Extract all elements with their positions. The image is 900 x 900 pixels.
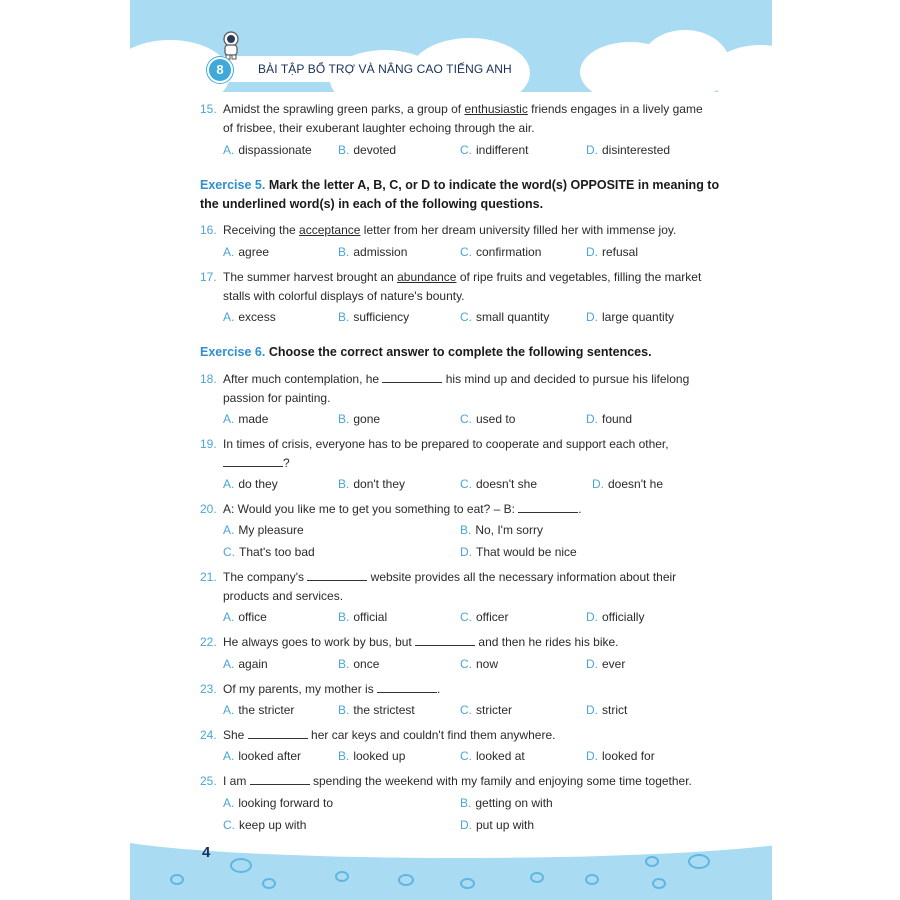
option-a[interactable]: A. again (223, 657, 268, 671)
question-number: 19. (200, 437, 217, 451)
page-header (130, 0, 772, 92)
option-a[interactable]: A. made (223, 412, 269, 426)
question-19-text: In times of crisis, everyone has to be prepared to cooperate and support each other, ? (223, 437, 669, 470)
option-a[interactable]: A. agree (223, 245, 270, 259)
question-22-text: He always goes to work by bus, but and then he rides his bike. (223, 635, 619, 649)
option-c[interactable]: C. That's too bad (223, 545, 315, 559)
option-a[interactable]: A. looking forward to (223, 796, 334, 810)
option-d[interactable]: D. doesn't he (592, 477, 664, 491)
answer-blank (248, 728, 308, 739)
bubble-icon (530, 872, 544, 883)
footer-wave (130, 838, 772, 858)
question-18-text: After much contemplation, he his mind up and decided to pursue his lifelong passion for painting. (223, 372, 690, 405)
q17-underlined-word: abundance (397, 270, 457, 284)
option-a[interactable]: A. do they (223, 477, 278, 491)
option-c[interactable]: C. looked at (460, 749, 525, 763)
question-number: 18. (200, 372, 217, 386)
q15-pre: Amidst the sprawling green parks, a group of (223, 102, 465, 116)
bubble-icon (398, 874, 414, 886)
option-d[interactable]: D. refusal (586, 245, 639, 259)
bubble-icon (262, 878, 276, 889)
chapter-badge: 8 (207, 57, 233, 83)
question-number: 16. (200, 223, 217, 237)
option-c[interactable]: C. confirmation (460, 245, 542, 259)
option-b[interactable]: B. gone (338, 412, 381, 426)
option-d[interactable]: D. disinterested (586, 143, 671, 157)
answer-blank (518, 502, 578, 513)
question-number: 24. (200, 728, 217, 742)
question-number: 25. (200, 774, 217, 788)
bubble-icon (230, 858, 252, 873)
option-a[interactable]: A. office (223, 610, 267, 624)
answer-blank (250, 774, 310, 785)
question-23-text: Of my parents, my mother is . (223, 682, 441, 696)
option-c[interactable]: C. keep up with (223, 818, 307, 832)
option-a[interactable]: A. excess (223, 310, 276, 324)
option-a[interactable]: A. the stricter (223, 703, 295, 717)
bubble-icon (585, 874, 599, 885)
option-b[interactable]: B. don't they (338, 477, 406, 491)
question-25-text: I am spending the weekend with my family and enjoying some time together. (223, 774, 692, 788)
option-b[interactable]: B. getting on with (460, 796, 553, 810)
option-b[interactable]: B. No, I'm sorry (460, 523, 543, 537)
question-number: 23. (200, 682, 217, 696)
bubble-icon (170, 874, 184, 885)
question-number: 22. (200, 635, 217, 649)
question-number: 15. (200, 102, 217, 116)
question-21-text: The company's website provides all the necessary information about their products and services. (223, 570, 677, 603)
option-a[interactable]: A. My pleasure (223, 523, 304, 537)
option-b[interactable]: B. the strictest (338, 703, 415, 717)
astronaut-icon (218, 30, 244, 60)
option-b[interactable]: B. sufficiency (338, 310, 410, 324)
bubble-icon (335, 871, 349, 882)
answer-blank (223, 456, 283, 467)
answer-blank (382, 372, 442, 383)
option-c[interactable]: C. used to (460, 412, 516, 426)
option-d[interactable]: D. put up with (460, 818, 535, 832)
option-d[interactable]: D. ever (586, 657, 626, 671)
option-c[interactable]: C. now (460, 657, 499, 671)
answer-blank (415, 635, 475, 646)
question-number: 17. (200, 270, 217, 284)
option-c[interactable]: C. stricter (460, 703, 512, 717)
question-20-text: A: Would you like me to get you something to eat? – B: . (223, 502, 582, 516)
question-24-text: She her car keys and couldn't find them anywhere. (223, 728, 556, 742)
option-d[interactable]: D. large quantity (586, 310, 675, 324)
option-c[interactable]: C. small quantity (460, 310, 550, 324)
option-d[interactable]: D. found (586, 412, 633, 426)
header-title: BÀI TẬP BỔ TRỢ VÀ NÂNG CAO TIẾNG ANH (258, 62, 512, 76)
bubble-icon (645, 856, 659, 867)
q15-post: friends engages in a lively game of frisbee, their exuberant laughter echoing through the air. (223, 102, 703, 135)
option-d[interactable]: D. That would be nice (460, 545, 577, 559)
page-number: 4 (202, 844, 211, 861)
answer-blank (307, 570, 367, 581)
question-17-text: The summer harvest brought an abundance of ripe fruits and vegetables, filling the market stalls with colorful displays of nature's bounty. (223, 270, 702, 303)
option-b[interactable]: B. once (338, 657, 380, 671)
option-b[interactable]: B. official (338, 610, 388, 624)
bubble-icon (688, 854, 710, 869)
question-number: 20. (200, 502, 217, 516)
option-b[interactable]: B. looked up (338, 749, 406, 763)
q16-underlined-word: acceptance (299, 223, 361, 237)
question-16-text: Receiving the acceptance letter from her dream university filled her with immense joy. (223, 223, 677, 237)
page-footer (130, 838, 772, 900)
option-c[interactable]: C. officer (460, 610, 509, 624)
exercise-6-heading: Exercise 6. Choose the correct answer to complete the following sentences. (200, 345, 652, 359)
question-number: 21. (200, 570, 217, 584)
answer-blank (377, 682, 437, 693)
question-15-text (223, 100, 711, 137)
option-a[interactable]: A. looked after (223, 749, 302, 763)
q15-underlined-word: enthusiastic (464, 102, 528, 116)
bubble-icon (652, 878, 666, 889)
bubble-icon (460, 878, 475, 889)
option-d[interactable]: D. officially (586, 610, 645, 624)
option-a[interactable]: A. dispassionate (223, 143, 312, 157)
exercise-5-heading: Exercise 5. Mark the letter A, B, C, or D to indicate the word(s) OPPOSITE in meaning to the underlined word(s) in each of the following questions. (200, 178, 720, 211)
option-b[interactable]: B. devoted (338, 143, 397, 157)
option-c[interactable]: C. doesn't she (460, 477, 538, 491)
option-d[interactable]: D. strict (586, 703, 628, 717)
option-c[interactable]: C. indifferent (460, 143, 529, 157)
workbook-page (130, 0, 772, 900)
option-b[interactable]: B. admission (338, 245, 408, 259)
option-d[interactable]: D. looked for (586, 749, 655, 763)
